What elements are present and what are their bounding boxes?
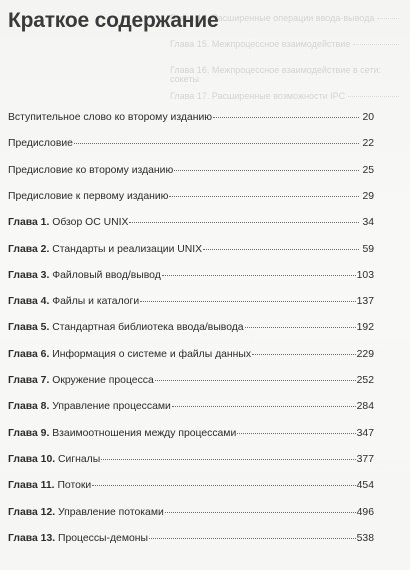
page-number: 252 <box>356 375 374 386</box>
chapter-title: Файлы и каталоги <box>52 296 140 308</box>
chapter-title: Сигналы <box>58 453 101 465</box>
page-number: 34 <box>362 217 374 229</box>
dot-leader <box>92 485 355 486</box>
toc-entry-title <box>8 217 128 228</box>
chapter-title: Предисловие ко второму изданию <box>8 164 174 176</box>
page-number: 103 <box>356 269 374 281</box>
toc-entry-title <box>8 507 164 518</box>
toc-entry[interactable] <box>8 217 374 231</box>
dot-leader <box>169 196 359 197</box>
dot-leader <box>203 249 359 250</box>
toc-entry-title <box>8 401 171 412</box>
chapter-title: Обзор ОС UNIX <box>52 217 129 229</box>
dot-leader <box>174 170 359 171</box>
toc-entry-title <box>8 112 212 123</box>
toc-entry-title <box>8 191 168 202</box>
page-number: 25 <box>362 164 374 176</box>
chapter-number: Глава 4. <box>8 296 50 308</box>
toc-entry[interactable] <box>8 349 374 363</box>
page-number: 347 <box>356 427 374 439</box>
toc-entry-title <box>8 322 244 333</box>
chapter-number: Глава 13. <box>8 532 56 544</box>
toc-entry[interactable] <box>8 296 374 310</box>
toc-entry-title <box>8 244 202 255</box>
chapter-number: Глава 10. <box>8 453 56 465</box>
chapter-title: Управление потоками <box>58 506 164 518</box>
chapter-title: Стандартная библиотека ввода/вывода <box>52 322 244 334</box>
page-number: 229 <box>356 348 374 360</box>
dot-leader <box>129 222 359 223</box>
dot-leader <box>74 143 359 144</box>
toc-entry[interactable] <box>8 533 374 547</box>
chapter-title: Файловый ввод/вывод <box>52 269 161 281</box>
page-number: 137 <box>356 296 374 308</box>
toc-entry-title <box>8 454 100 465</box>
page-number: 538 <box>356 532 374 544</box>
chapter-title: Потоки <box>57 480 92 492</box>
chapter-title: Вступительное слово ко второму изданию <box>8 112 213 123</box>
ghost-line: Глава 15. Межпроцессное взаимодействие <box>170 40 402 49</box>
toc-entry-title <box>8 270 161 281</box>
dot-leader <box>213 117 359 118</box>
toc-entry-title <box>8 349 251 360</box>
toc-entry[interactable] <box>8 322 374 336</box>
chapter-number: Глава 9. <box>8 427 50 439</box>
chapter-number: Глава 7. <box>8 375 50 386</box>
chapter-title: Процессы-демоны <box>58 532 148 544</box>
dot-leader <box>155 380 356 381</box>
page-number: 192 <box>356 322 374 334</box>
page-number: 29 <box>362 190 374 202</box>
toc-entry-title <box>8 533 148 544</box>
chapter-title: Информация о системе и файлы данных <box>52 348 252 360</box>
page-number: 496 <box>356 506 374 518</box>
page-number: 454 <box>356 480 374 492</box>
dot-leader <box>172 406 356 407</box>
toc-entry[interactable] <box>8 428 374 442</box>
toc-entry[interactable] <box>8 112 374 126</box>
chapter-number: Глава 6. <box>8 348 50 360</box>
chapter-number: Глава 12. <box>8 506 56 518</box>
toc-entry[interactable] <box>8 270 374 284</box>
dot-leader <box>140 301 356 302</box>
toc-entry[interactable] <box>8 244 374 258</box>
chapter-number: Глава 5. <box>8 322 50 334</box>
toc-entry-title <box>8 296 139 307</box>
chapter-title: Предисловие к первому изданию <box>8 190 169 202</box>
toc-entry-title <box>8 428 236 439</box>
page-title: Краткое содержание <box>8 9 219 32</box>
toc-entry[interactable] <box>8 454 374 468</box>
toc-entry-title <box>8 480 91 491</box>
dot-leader <box>245 327 356 328</box>
dot-leader <box>252 354 356 355</box>
dot-leader <box>237 433 355 434</box>
page-number: 22 <box>362 138 374 150</box>
page-number: 284 <box>356 401 374 413</box>
page-number: 20 <box>362 112 374 123</box>
dot-leader <box>162 275 356 276</box>
toc-entry[interactable] <box>8 480 374 494</box>
chapter-title: Предисловие <box>8 138 73 150</box>
toc-entry-title <box>8 165 173 176</box>
chapter-number: Глава 1. <box>8 217 50 229</box>
toc-entry[interactable] <box>8 401 374 415</box>
chapter-number: Глава 3. <box>8 269 50 281</box>
toc-entry[interactable] <box>8 507 374 521</box>
page-number: 59 <box>362 243 374 255</box>
dot-leader <box>165 512 356 513</box>
ghost-line: Глава 17. Расширенные возможности IPC <box>170 92 402 101</box>
dot-leader <box>101 459 355 460</box>
ghost-line: Глава 16. Межпроцессное взаимодействие в сети: сокеты <box>170 65 381 84</box>
toc-entry[interactable] <box>8 191 374 205</box>
ghost-line: Глава 14. Расширенные операции ввода-вывода <box>170 14 402 23</box>
chapter-number: Глава 8. <box>8 401 50 413</box>
chapter-title: Стандарты и реализации UNIX <box>52 243 203 255</box>
toc-entry[interactable] <box>8 165 374 179</box>
toc-entry-title <box>8 375 154 386</box>
chapter-number: Глава 11. <box>8 480 55 492</box>
chapter-title: Взаимоотношения между процессами <box>52 427 237 439</box>
chapter-number: Глава 2. <box>8 243 50 255</box>
chapter-title: Управление процессами <box>52 401 171 413</box>
toc-entry[interactable] <box>8 375 374 389</box>
toc-entry[interactable] <box>8 138 374 152</box>
toc-entry-title <box>8 138 73 149</box>
dot-leader <box>149 538 356 539</box>
page-number: 377 <box>356 453 374 465</box>
chapter-title: Окружение процесса <box>52 375 154 386</box>
